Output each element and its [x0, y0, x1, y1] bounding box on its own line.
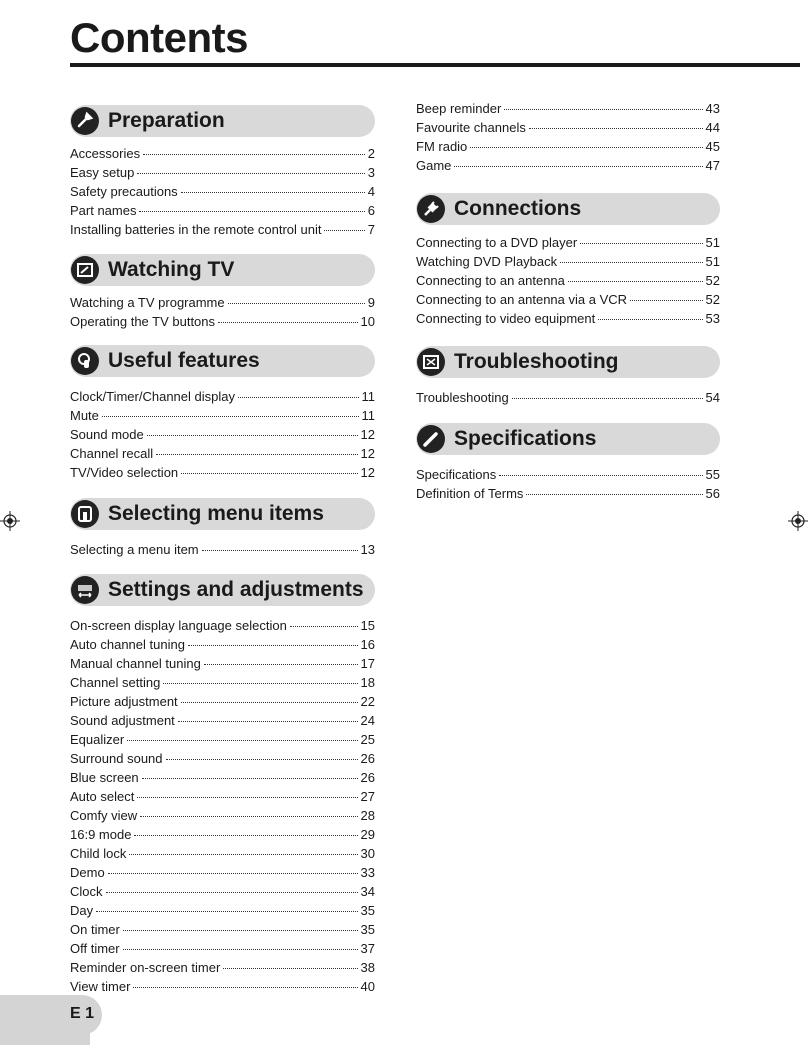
toc-entry[interactable] — [70, 427, 375, 446]
leader-dots — [163, 683, 357, 684]
toc-entry[interactable] — [70, 789, 375, 808]
leader-dots — [129, 854, 357, 855]
tv-icon — [71, 256, 99, 284]
toc-entry-label: 16:9 mode — [70, 827, 132, 842]
toc-page-number: 54 — [705, 390, 720, 405]
toc-entry-label: Connecting to a DVD player — [416, 235, 578, 250]
toc-entry[interactable] — [70, 184, 375, 203]
toc-entry-label: Definition of Terms — [416, 486, 524, 501]
broken-tv-icon — [417, 348, 445, 376]
leader-dots — [123, 949, 358, 950]
toc-entry-label: Favourite channels — [416, 120, 526, 135]
toc-entry[interactable] — [70, 165, 375, 184]
toc-entry[interactable] — [416, 254, 720, 273]
toc-page-number: 30 — [360, 846, 375, 861]
title-rule — [70, 63, 800, 67]
toc-entry[interactable] — [70, 865, 375, 884]
toc-entry[interactable] — [416, 158, 720, 177]
leader-dots — [499, 475, 702, 476]
toc-entry-label: Clock — [70, 884, 103, 899]
leader-dots — [512, 398, 703, 399]
leader-dots — [108, 873, 358, 874]
page-number: E 1 — [70, 1005, 95, 1022]
registration-mark-icon — [788, 511, 808, 531]
toc-entry-label: Sound adjustment — [70, 713, 175, 728]
toc-page-number: 11 — [361, 389, 375, 404]
leader-dots — [147, 435, 358, 436]
leader-dots — [166, 759, 358, 760]
toc-entry-label: On timer — [70, 922, 120, 937]
toc-entry-label: Manual channel tuning — [70, 656, 201, 671]
toc-entry-label: Connecting to an antenna — [416, 273, 565, 288]
toc-entry-label: Accessories — [70, 146, 141, 161]
toc-list — [416, 390, 720, 409]
leader-dots — [560, 262, 702, 263]
toc-entry[interactable] — [70, 922, 375, 941]
toc-page-number: 11 — [361, 408, 375, 423]
toc-page-number: 38 — [360, 960, 375, 975]
toc-entry-label: Clock/Timer/Channel display — [70, 389, 235, 404]
toc-entry-label: Installing batteries in the remote control unit — [70, 222, 322, 237]
toc-page-number: 15 — [360, 618, 375, 633]
leader-dots — [137, 173, 364, 174]
toc-entry-label: Selecting a menu item — [70, 542, 199, 557]
toc-entry[interactable] — [70, 884, 375, 903]
toc-entry-label: Beep reminder — [416, 101, 502, 116]
toc-entry-label: Sound mode — [70, 427, 144, 442]
section-specifications — [416, 423, 720, 505]
section-troubleshooting — [416, 346, 720, 409]
toc-page-number: 26 — [360, 751, 375, 766]
toc-entry[interactable] — [70, 146, 375, 165]
toc-page-number: 13 — [360, 542, 375, 557]
toc-page-number: 51 — [705, 254, 720, 269]
toc-entry-label: Surround sound — [70, 751, 163, 766]
section-header-watching-tv — [70, 254, 375, 286]
toc-page-number: 26 — [360, 770, 375, 785]
page-title: Contents — [70, 14, 248, 61]
section-header-selecting-menu-items — [70, 498, 375, 530]
toc-entry-label: Reminder on-screen timer — [70, 960, 221, 975]
toc-page-number: 18 — [360, 675, 375, 690]
toc-entry[interactable] — [416, 311, 720, 330]
toc-entry-label: Part names — [70, 203, 137, 218]
section-preparation — [70, 105, 375, 241]
leader-dots — [140, 816, 357, 817]
toc-page-number: 12 — [360, 446, 375, 461]
toc-entry[interactable] — [416, 390, 720, 409]
section-continued — [416, 101, 720, 177]
section-selecting-menu-items — [70, 498, 375, 561]
toc-entry-label: Specifications — [416, 467, 497, 482]
toc-page-number: 22 — [360, 694, 375, 709]
toc-entry[interactable] — [70, 751, 375, 770]
toc-entry[interactable] — [416, 467, 720, 486]
toc-entry[interactable] — [416, 101, 720, 120]
toc-entry[interactable] — [70, 389, 375, 408]
toc-entry-label: Auto select — [70, 789, 135, 804]
toc-entry-label: Comfy view — [70, 808, 138, 823]
leader-dots — [529, 128, 703, 129]
toc-page-number: 51 — [705, 235, 720, 250]
toc-entry[interactable] — [70, 732, 375, 751]
section-title: Settings and adjustments — [108, 578, 364, 601]
section-useful-features — [70, 345, 375, 484]
toc-entry[interactable] — [416, 273, 720, 292]
leader-dots — [142, 778, 358, 779]
leader-dots — [238, 397, 359, 398]
toc-entry[interactable] — [70, 694, 375, 713]
section-header-useful-features — [70, 345, 375, 377]
toc-entry[interactable] — [70, 446, 375, 465]
toc-entry[interactable] — [70, 808, 375, 827]
section-watching-tv — [70, 254, 375, 333]
leader-dots — [134, 835, 357, 836]
toc-page-number: 7 — [367, 222, 375, 237]
section-connections — [416, 193, 720, 330]
toc-entry-label: Game — [416, 158, 452, 173]
toc-entry-label: Off timer — [70, 941, 120, 956]
toc-entry[interactable] — [70, 941, 375, 960]
leader-dots — [598, 319, 702, 320]
toc-entry[interactable] — [70, 314, 375, 333]
toc-entry-label: FM radio — [416, 139, 468, 154]
leader-dots — [580, 243, 702, 244]
leader-dots — [106, 892, 358, 893]
leader-dots — [223, 968, 357, 969]
toc-entry[interactable] — [70, 979, 375, 998]
leader-dots — [202, 550, 358, 551]
toc-entry[interactable] — [416, 292, 720, 311]
section-header-preparation — [70, 105, 375, 137]
toc-entry[interactable] — [416, 120, 720, 139]
toc-page-number: 17 — [360, 656, 375, 671]
toc-page-number: 44 — [705, 120, 720, 135]
toc-entry-label: Connecting to an antenna via a VCR — [416, 292, 628, 307]
toc-entry-label: Connecting to video equipment — [416, 311, 596, 326]
leader-dots — [178, 721, 358, 722]
toc-page-number: 29 — [360, 827, 375, 842]
toc-entry-label: Blue screen — [70, 770, 139, 785]
toc-entry-label: Day — [70, 903, 94, 918]
section-title: Selecting menu items — [108, 502, 324, 525]
toc-entry[interactable] — [70, 656, 375, 675]
leader-dots — [324, 230, 364, 231]
leader-dots — [630, 300, 703, 301]
adjust-slider-icon — [71, 576, 99, 604]
section-header-settings-adjustments — [70, 574, 375, 606]
toc-page-number: 3 — [367, 165, 375, 180]
leader-dots — [218, 322, 358, 323]
leader-dots — [568, 281, 703, 282]
toc-page-number: 25 — [360, 732, 375, 747]
toc-list — [416, 235, 720, 330]
toc-entry[interactable] — [70, 903, 375, 922]
toc-page-number: 16 — [360, 637, 375, 652]
toc-entry[interactable] — [70, 960, 375, 979]
section-title: Connections — [454, 197, 582, 220]
toc-page-number: 35 — [360, 922, 375, 937]
leader-dots — [133, 987, 357, 988]
leader-dots — [137, 797, 357, 798]
toc-entry-label: Child lock — [70, 846, 127, 861]
pen-icon — [417, 425, 445, 453]
toc-page-number: 33 — [360, 865, 375, 880]
toc-list — [416, 101, 720, 177]
section-settings-adjustments — [70, 574, 375, 998]
toc-entry-label: Operating the TV buttons — [70, 314, 216, 329]
toc-entry[interactable] — [70, 675, 375, 694]
toc-entry-label: Demo — [70, 865, 105, 880]
toc-entry-label: Channel setting — [70, 675, 161, 690]
menu-hand-icon — [71, 500, 99, 528]
leader-dots — [181, 702, 358, 703]
toc-entry[interactable] — [70, 542, 375, 561]
toc-entry[interactable] — [70, 827, 375, 846]
toc-list — [416, 467, 720, 505]
toc-page-number: 12 — [360, 427, 375, 442]
toc-list — [70, 295, 375, 333]
toc-entry[interactable] — [70, 203, 375, 222]
toc-entry[interactable] — [70, 408, 375, 427]
toc-entry[interactable] — [70, 637, 375, 656]
toc-page-number: 4 — [367, 184, 375, 199]
leader-dots — [139, 211, 364, 212]
toc-list — [70, 618, 375, 998]
toc-page-number: 2 — [367, 146, 375, 161]
wrench-icon — [71, 107, 99, 135]
section-header-connections — [416, 193, 720, 225]
toc-entry-label: Equalizer — [70, 732, 125, 747]
toc-entry-label: Watching DVD Playback — [416, 254, 558, 269]
toc-entry-label: Auto channel tuning — [70, 637, 185, 652]
toc-page-number: 35 — [360, 903, 375, 918]
section-title: Watching TV — [108, 258, 235, 281]
toc-entry-label: View timer — [70, 979, 131, 994]
pointing-hand-icon — [71, 347, 99, 375]
toc-entry[interactable] — [70, 770, 375, 789]
plug-icon — [417, 195, 445, 223]
toc-page-number: 43 — [705, 101, 720, 116]
leader-dots — [102, 416, 359, 417]
section-title: Troubleshooting — [454, 350, 619, 373]
toc-page-number: 6 — [367, 203, 375, 218]
leader-dots — [143, 154, 365, 155]
toc-entry[interactable] — [70, 222, 375, 241]
toc-entry[interactable] — [416, 486, 720, 505]
toc-list — [70, 542, 375, 561]
leader-dots — [470, 147, 702, 148]
toc-entry-label: TV/Video selection — [70, 465, 179, 480]
toc-entry-label: Channel recall — [70, 446, 154, 461]
toc-entry[interactable] — [416, 235, 720, 254]
toc-entry-label: Mute — [70, 408, 99, 423]
leader-dots — [123, 930, 358, 931]
toc-entry[interactable] — [70, 295, 375, 314]
toc-entry[interactable] — [416, 139, 720, 158]
leader-dots — [181, 192, 365, 193]
toc-page-number: 37 — [360, 941, 375, 956]
leader-dots — [454, 166, 702, 167]
toc-page-number: 45 — [705, 139, 720, 154]
section-title: Preparation — [108, 109, 225, 132]
toc-entry-label: On-screen display language selection — [70, 618, 287, 633]
toc-page-number: 55 — [705, 467, 720, 482]
section-header-troubleshooting — [416, 346, 720, 378]
toc-page-number: 40 — [360, 979, 375, 994]
toc-entry[interactable] — [70, 846, 375, 865]
leader-dots — [188, 645, 358, 646]
toc-list — [70, 146, 375, 241]
toc-page-number: 12 — [360, 465, 375, 480]
toc-page-number: 28 — [360, 808, 375, 823]
toc-page-number: 47 — [705, 158, 720, 173]
leader-dots — [127, 740, 357, 741]
section-header-specifications — [416, 423, 720, 455]
toc-page-number: 27 — [360, 789, 375, 804]
page-tab-footer — [0, 1028, 90, 1045]
leader-dots — [181, 473, 357, 474]
section-title: Specifications — [454, 427, 597, 450]
leader-dots — [504, 109, 702, 110]
toc-page-number: 34 — [360, 884, 375, 899]
toc-entry-label: Picture adjustment — [70, 694, 178, 709]
toc-page-number: 10 — [360, 314, 375, 329]
toc-entry-label: Troubleshooting — [416, 390, 509, 405]
toc-page-number: 56 — [705, 486, 720, 501]
toc-entry[interactable] — [70, 618, 375, 637]
toc-page-number: 9 — [367, 295, 375, 310]
toc-entry[interactable] — [70, 713, 375, 732]
leader-dots — [96, 911, 357, 912]
toc-page-number: 24 — [360, 713, 375, 728]
toc-page-number: 52 — [705, 273, 720, 288]
section-title: Useful features — [108, 349, 260, 372]
toc-entry-label: Watching a TV programme — [70, 295, 225, 310]
leader-dots — [526, 494, 702, 495]
registration-mark-icon — [0, 511, 20, 531]
leader-dots — [204, 664, 358, 665]
leader-dots — [228, 303, 365, 304]
toc-page-number: 52 — [705, 292, 720, 307]
toc-page-number: 53 — [705, 311, 720, 326]
toc-entry-label: Safety precautions — [70, 184, 178, 199]
toc-entry-label: Easy setup — [70, 165, 135, 180]
toc-entry[interactable] — [70, 465, 375, 484]
leader-dots — [156, 454, 357, 455]
leader-dots — [290, 626, 358, 627]
toc-list — [70, 389, 375, 484]
